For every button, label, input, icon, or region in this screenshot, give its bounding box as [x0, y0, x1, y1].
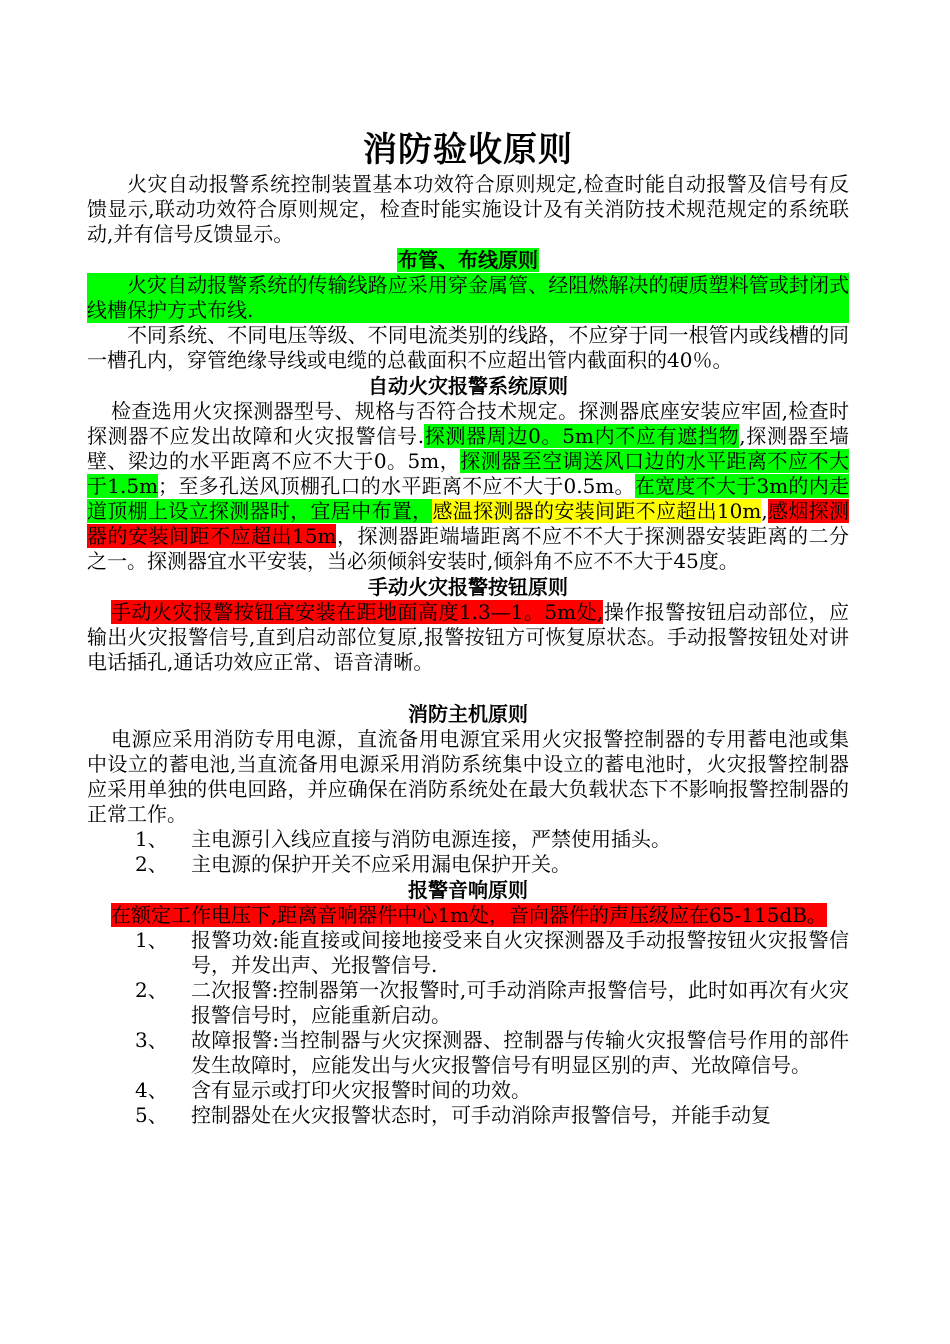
- highlight-yellow: 感温探测器的安装间距不应超出10m: [432, 499, 762, 523]
- list-item: [87, 827, 849, 852]
- wiring-paragraph-highlighted: 火灾自动报警系统的传输线路应采用穿金属管、经阻燃解决的硬质塑料管或封闭式线槽保护方式布线.: [87, 273, 849, 322]
- highlight-red: 感烟探测器的安装间距不应超出15m: [87, 499, 850, 548]
- highlight-red: 手动火灾报警按钮宜安装在距地面高度1.3—1。5m处,: [111, 600, 604, 624]
- list-text: 主电源引入线应直接与消防电源连接，严禁使用插头。: [191, 827, 671, 851]
- section-heading-manual-button: 手动火灾报警按钮原则: [368, 575, 568, 599]
- list-item: [87, 928, 849, 978]
- document-title: 消防验收原则: [363, 130, 573, 170]
- highlight-green: 探测器至空调送风口边的水平距离不应不大于1.5m: [87, 449, 849, 498]
- list-number: 1、: [135, 928, 168, 952]
- text-run: ,: [761, 499, 768, 523]
- highlight-green: 探测器周边0。5m内不应有遮挡物: [424, 424, 740, 448]
- highlight-green: 在宽度不大于3m的内走道顶棚上设立探测器时，宜居中布置，: [87, 474, 849, 523]
- list-text: 二次报警:控制器第一次报警时,可手动消除声报警信号，此时如再次有火灾报警信号时，应能重新启动。: [191, 978, 849, 1027]
- text-run: ,探测器至墙壁、梁边的水平距离不应不大于0。5m，: [87, 424, 849, 473]
- list-text: 含有显示或打印火灾报警时间的功效。: [191, 1078, 531, 1102]
- sound-paragraph: [87, 903, 849, 928]
- section-heading-wiring: [87, 247, 849, 273]
- text-run: ，探测器距端墙距离不应不不大于探测器安装距离的二分之一。探测器宜水平安装，当必须倾斜安装时,倾斜角不应不不大于45度。: [87, 524, 849, 573]
- text-run: 检查选用火灾探测器型号、规格与否符合技术规定。探测器底座安装应牢固,检查时探测器不应发出故障和火灾报警信号.: [87, 399, 849, 448]
- section-heading-host: 消防主机原则: [408, 702, 528, 726]
- list-text: 报警功效:能直接或间接地接受来自火灾探测器及手动报警按钮火灾报警信号，并发出声、光报警信号.: [191, 928, 849, 977]
- list-item: [87, 1028, 849, 1078]
- list-item: [87, 978, 849, 1028]
- list-text: 控制器处在火灾报警状态时，可手动消除声报警信号，并能手动复: [191, 1103, 771, 1127]
- text-run: 操作报警按钮启动部位，应输出火灾报警信号,直到启动部位复原,报警按钮方可恢复原状态。手动报警按钮处对讲电话插孔,通话功效应正常、语音清晰。: [87, 600, 850, 674]
- auto-alarm-paragraph: [87, 399, 849, 574]
- list-number: 2、: [135, 852, 168, 876]
- heading-text: 布管、布线原则: [398, 248, 538, 272]
- host-paragraph: 电源应采用消防专用电源，直流备用电源宜采用火灾报警控制器的专用蓄电池或集中设立的蓄电池,当直流备用电源采用消防系统集中设立的蓄电池时，火灾报警控制器应采用单独的供电回路，并应确保在消防系统处在最大负载状态下不影响报警控制器的正常工作。: [87, 727, 849, 826]
- highlight-red: 在额定工作电压下,距离音响器件中心1m处，音向器件的声压级应在65-115dB。: [111, 903, 827, 927]
- section-heading-sound: 报警音响原则: [408, 878, 528, 902]
- blank-line: [87, 675, 849, 701]
- wiring-paragraph: 不同系统、不同电压等级、不同电流类别的线路，不应穿于同一根管内或线槽的同一槽孔内，穿管绝缘导线或电缆的总截面积不应超出管内截面积的40％。: [87, 323, 849, 372]
- list-number: 5、: [135, 1103, 168, 1127]
- list-number: 2、: [135, 978, 168, 1002]
- intro-paragraph: 火灾自动报警系统控制装置基本功效符合原则规定,检查时能自动报警及信号有反馈显示,联动功效符合原则规定，检查时能实施设计及有关消防技术规范规定的系统联动,并有信号反馈显示。: [87, 172, 849, 246]
- manual-button-paragraph: [87, 600, 849, 675]
- list-item: [87, 1103, 849, 1128]
- list-text: 主电源的保护开关不应采用漏电保护开关。: [191, 852, 571, 876]
- list-item: [87, 1078, 849, 1103]
- section-heading-auto-alarm: 自动火灾报警系统原则: [368, 374, 568, 398]
- list-number: 4、: [135, 1078, 168, 1102]
- text-run: ；至多孔送风顶棚孔口的水平距离不应不大于0.5m。: [158, 474, 635, 498]
- list-number: 3、: [135, 1028, 168, 1052]
- list-text: 故障报警:当控制器与火灾探测器、控制器与传输火灾报警信号作用的部件发生故障时，应能发出与火灾报警信号有明显区别的声、光故障信号。: [191, 1028, 849, 1077]
- document-page: [87, 128, 849, 1128]
- list-item: [87, 852, 849, 877]
- list-number: 1、: [135, 827, 168, 851]
